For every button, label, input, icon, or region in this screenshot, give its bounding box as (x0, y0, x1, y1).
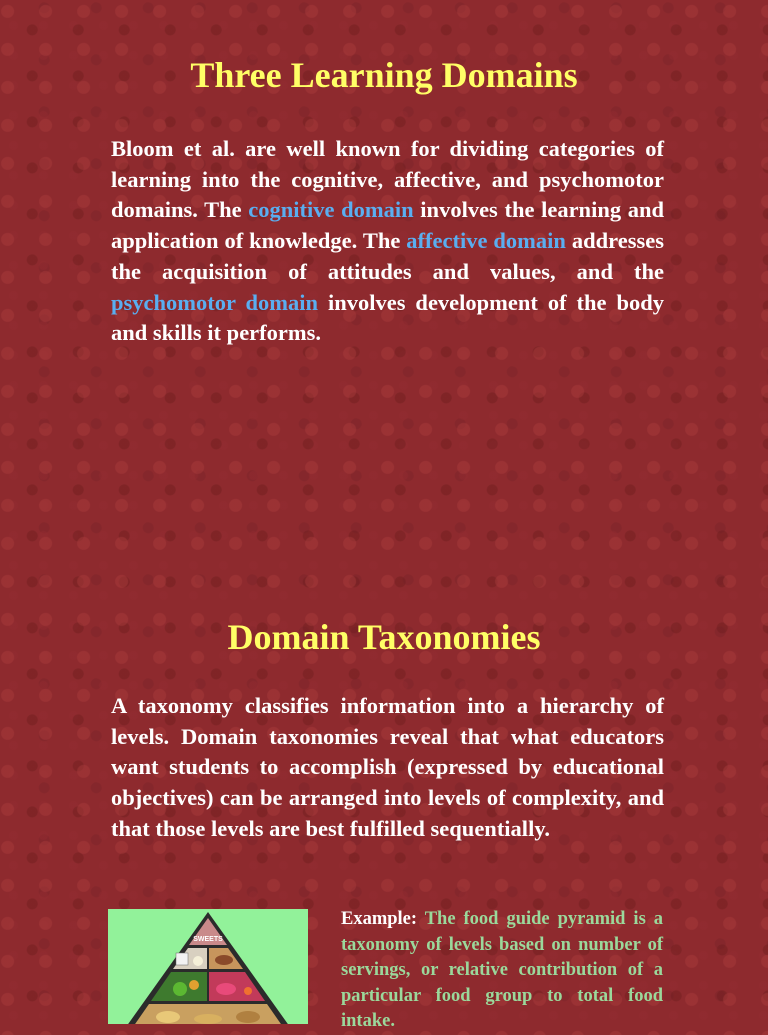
paragraph-text: addresses the acquisition of attitudes and values, and the (111, 228, 664, 284)
term-psychomotor-domain: psychomotor domain (111, 289, 319, 315)
term-affective-domain: affective domain (406, 228, 566, 254)
paragraph-text: involves the learning and application of knowledge. The (111, 197, 664, 254)
domain-taxonomies-paragraph: A taxonomy classifies information into a hierarchy of levels. Domain taxonomies reveal that what educators want students to accomplish (expressed by educational objectives) can be arranged into levels of complexity, and that those levels are best fulfilled sequentially. (111, 693, 664, 841)
example-label: Example: (341, 909, 418, 929)
food-pyramid-icon (108, 909, 308, 1024)
food-pyramid-example (341, 907, 663, 1035)
term-cognitive-domain: cognitive domain (248, 197, 414, 223)
example-text: The food guide pyramid is a taxonomy of levels based on number of servings, or relative contribution of a particular food group to total food intake. (341, 909, 663, 1032)
paragraph-text: involves development of the body and skills it performs. (111, 289, 664, 346)
learning-domains-paragraph (111, 134, 664, 349)
food-pyramid-image (108, 909, 308, 1024)
pyramid-top-label: SWEETS (193, 936, 223, 943)
section-title-domain-taxonomies: Domain Taxonomies (227, 617, 541, 657)
paragraph-text: Bloom et al. are well known for dividing categories of learning into the cognitive, affective, and psychomotor domains. The (111, 136, 664, 223)
section-title-learning-domains: Three Learning Domains (190, 55, 578, 95)
